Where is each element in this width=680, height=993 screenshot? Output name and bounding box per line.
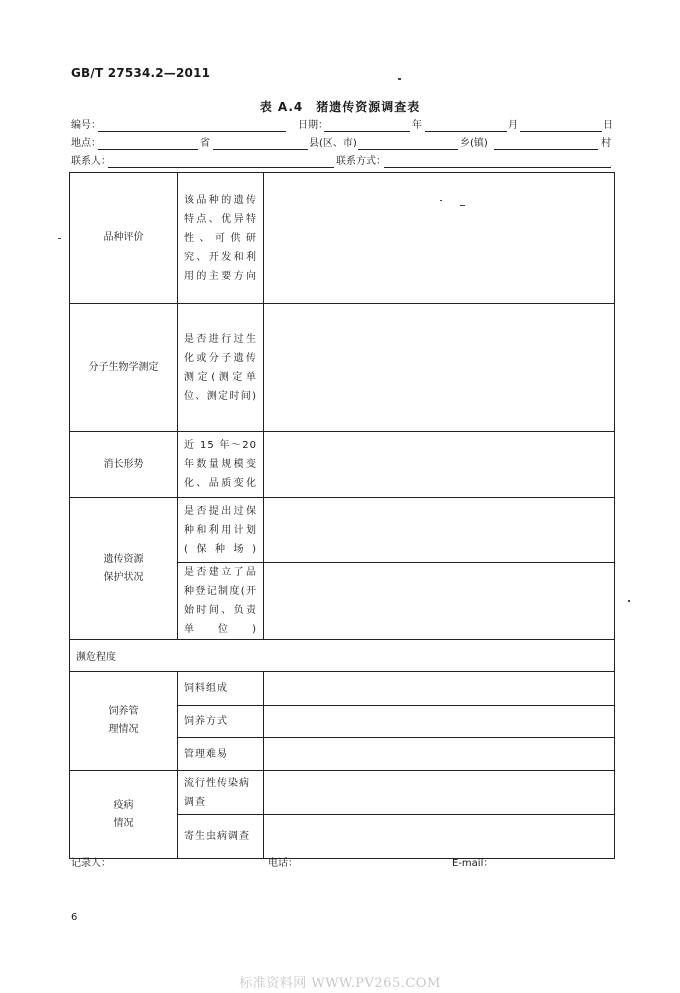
- disease-category-line2: 情况: [113, 817, 134, 829]
- table-row: [70, 173, 615, 304]
- table-row: [70, 771, 615, 815]
- location-label: 地点：: [71, 138, 101, 149]
- feeding-category: [70, 672, 178, 771]
- village-label: 村: [601, 138, 611, 149]
- disease-item1: 流行性传染病调查: [178, 771, 264, 815]
- county-field[interactable]: [213, 149, 308, 150]
- disease-answer1[interactable]: [264, 771, 615, 815]
- contact-method-field[interactable]: [384, 167, 611, 168]
- feeding-item3: 管理难易: [178, 738, 264, 771]
- feeding-category-line2: 理情况: [108, 724, 139, 735]
- village-field[interactable]: [494, 149, 598, 150]
- standard-code: GB/T 27534.2—2011: [71, 66, 211, 80]
- scan-speck: [398, 78, 401, 80]
- table-title: 表 A.4 猪遗传资源调查表: [259, 100, 421, 114]
- survey-table: [69, 172, 615, 859]
- scan-speck: [58, 238, 61, 239]
- day-label: 日: [603, 120, 613, 131]
- molecular-question: 是否进行过生化或分子遗传测定(测定单位、测定时间): [178, 304, 264, 432]
- trend-question: 近 15 年～20年数量规模变化、品质变化: [178, 432, 264, 498]
- trend-category: 消长形势: [70, 432, 178, 498]
- township-field[interactable]: [358, 149, 458, 150]
- variety-eval-question: 该品种的遗传特点、优异特性、可供研究、开发和利用的主要方向: [178, 173, 264, 304]
- molecular-answer[interactable]: [264, 304, 615, 432]
- table-row: [70, 304, 615, 432]
- watermark: 标准资料网 WWW.PV265.COM: [239, 976, 441, 991]
- feeding-answer3[interactable]: [264, 738, 615, 771]
- year-field[interactable]: [324, 131, 410, 132]
- province-field[interactable]: [98, 149, 198, 150]
- feeding-answer2[interactable]: [264, 706, 615, 738]
- variety-eval-category: 品种评价: [70, 173, 178, 304]
- contact-field[interactable]: [108, 167, 334, 168]
- protection-category-line1: 遗传资源: [103, 553, 144, 565]
- feeding-item2: 饲养方式: [178, 706, 264, 738]
- day-field[interactable]: [520, 131, 602, 132]
- feeding-category-line1: 饲养管: [108, 706, 139, 717]
- disease-category: [70, 771, 178, 859]
- disease-category-line1: 疫病: [113, 799, 134, 811]
- protection-answer2[interactable]: [264, 563, 615, 640]
- contact-label: 联系人：: [71, 156, 111, 167]
- trend-answer[interactable]: [264, 432, 615, 498]
- table-row: [70, 672, 615, 706]
- scan-speck: [460, 205, 465, 206]
- feeding-answer1[interactable]: [264, 672, 615, 706]
- table-row: [70, 432, 615, 498]
- township-label: 乡(镇): [460, 138, 488, 149]
- feeding-item1: 饲料组成: [178, 672, 264, 706]
- scan-speck: [628, 600, 630, 602]
- protection-answer1[interactable]: [264, 498, 615, 563]
- date-label: 日期：: [298, 120, 328, 131]
- email-label: E-mail：: [452, 858, 494, 869]
- disease-answer2[interactable]: [264, 815, 615, 859]
- protection-question1: 是否提出过保种和利用计划(保种场): [178, 498, 264, 563]
- county-label: 县(区、市): [309, 138, 357, 149]
- disease-item2: 寄生虫病调查: [178, 815, 264, 859]
- table-row: [70, 498, 615, 563]
- variety-eval-answer[interactable]: [264, 173, 615, 304]
- protection-category: [70, 498, 178, 640]
- scan-speck: [440, 200, 442, 201]
- province-label: 省: [200, 138, 210, 149]
- phone-label: 电话：: [268, 858, 298, 869]
- number-label: 编号：: [71, 120, 101, 131]
- year-label: 年: [412, 120, 422, 131]
- number-field[interactable]: [98, 131, 286, 132]
- recorder-label: 记录人：: [71, 858, 111, 869]
- month-field[interactable]: [425, 131, 507, 132]
- protection-question2: 是否建立了品种登记制度(开始时间、负责单位): [178, 563, 264, 640]
- table-row: [70, 640, 615, 672]
- molecular-category: 分子生物学测定: [70, 304, 178, 432]
- contact-method-label: 联系方式：: [336, 156, 386, 167]
- endangered-level[interactable]: 濒危程度: [70, 640, 615, 672]
- month-label: 月: [508, 120, 518, 131]
- page-number: 6: [71, 912, 78, 923]
- protection-category-line2: 保护状况: [103, 571, 144, 583]
